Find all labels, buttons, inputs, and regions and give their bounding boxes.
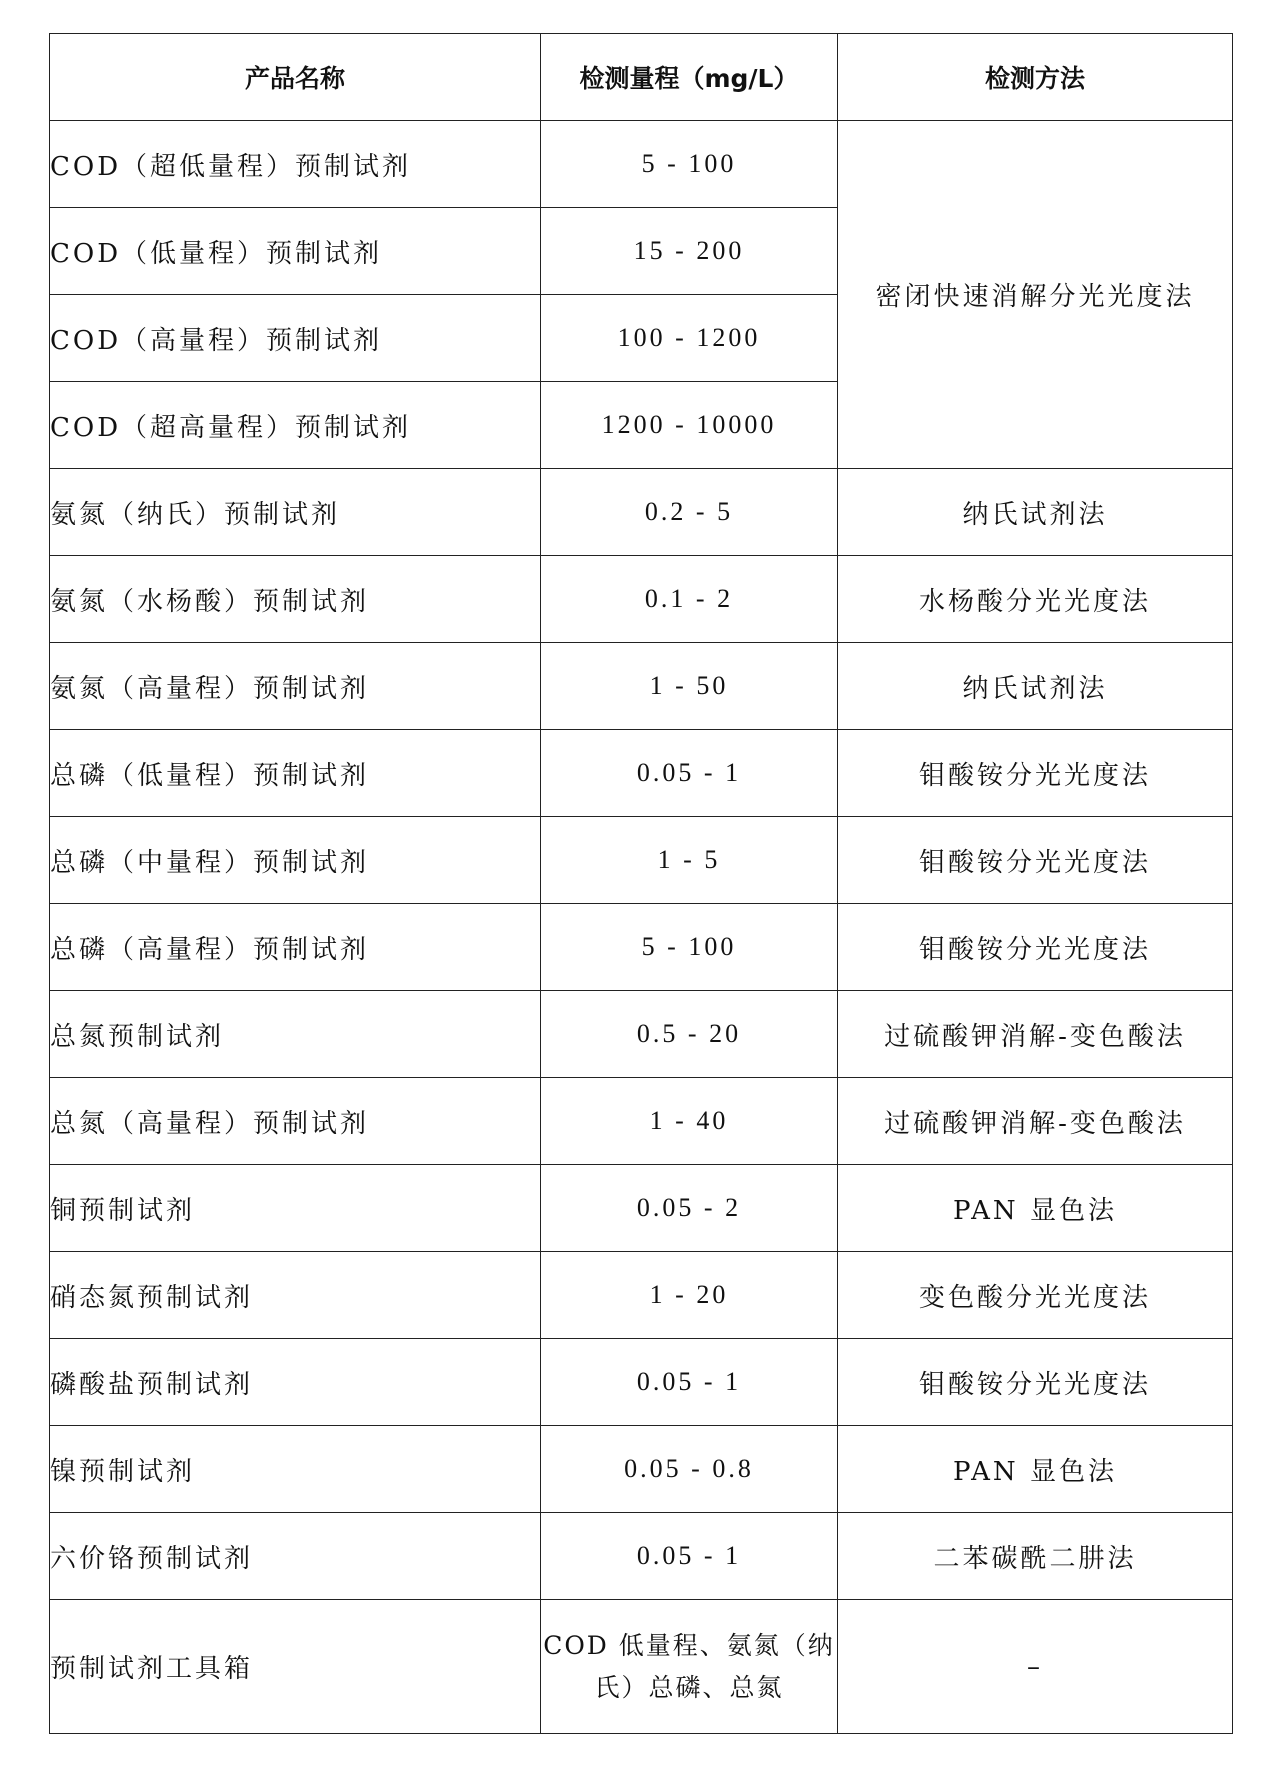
detection-method: 钼酸铵分光光度法: [838, 904, 1233, 991]
product-name: 总磷（中量程）预制试剂: [50, 817, 541, 904]
product-name: 六价铬预制试剂: [50, 1513, 541, 1600]
table-row: [50, 121, 1233, 208]
detection-range: 0.05 - 1: [541, 1339, 838, 1426]
header-range: 检测量程（mg/L）: [541, 34, 838, 121]
product-name: 氨氮（水杨酸）预制试剂: [50, 556, 541, 643]
product-name: 预制试剂工具箱: [50, 1600, 541, 1734]
detection-range: 1 - 5: [541, 817, 838, 904]
detection-range: 15 - 200: [541, 208, 838, 295]
product-name: 总磷（高量程）预制试剂: [50, 904, 541, 991]
detection-method: 过硫酸钾消解-变色酸法: [838, 1078, 1233, 1165]
table-row: [50, 730, 1233, 817]
detection-range: 1200 - 10000: [541, 382, 838, 469]
detection-method: 水杨酸分光光度法: [838, 556, 1233, 643]
product-name: 总磷（低量程）预制试剂: [50, 730, 541, 817]
detection-method: PAN 显色法: [838, 1426, 1233, 1513]
detection-range: 0.5 - 20: [541, 991, 838, 1078]
detection-method: 变色酸分光光度法: [838, 1252, 1233, 1339]
header-product-name: 产品名称: [50, 34, 541, 121]
detection-range: 1 - 40: [541, 1078, 838, 1165]
product-name: 总氮（高量程）预制试剂: [50, 1078, 541, 1165]
detection-method: 二苯碳酰二肼法: [838, 1513, 1233, 1600]
table-row: [50, 1513, 1233, 1600]
table-row: [50, 556, 1233, 643]
detection-method: 钼酸铵分光光度法: [838, 817, 1233, 904]
table-row: [50, 1252, 1233, 1339]
detection-range: [541, 1600, 838, 1734]
detection-range: 0.05 - 0.8: [541, 1426, 838, 1513]
detection-method: 纳氏试剂法: [838, 469, 1233, 556]
product-name: COD（超低量程）预制试剂: [50, 121, 541, 208]
product-name: 氨氮（纳氏）预制试剂: [50, 469, 541, 556]
table-row: [50, 1600, 1233, 1734]
product-name: COD（超高量程）预制试剂: [50, 382, 541, 469]
table-row: [50, 1339, 1233, 1426]
detection-method-cod: 密闭快速消解分光光度法: [838, 121, 1233, 469]
table-row: [50, 991, 1233, 1078]
product-name: 铜预制试剂: [50, 1165, 541, 1252]
detection-range: 1 - 50: [541, 643, 838, 730]
table-row: [50, 817, 1233, 904]
product-name: 镍预制试剂: [50, 1426, 541, 1513]
product-name: 磷酸盐预制试剂: [50, 1339, 541, 1426]
range-line: COD 低量程、氨氮（纳: [543, 1630, 835, 1660]
table-row: [50, 1165, 1233, 1252]
detection-range: 1 - 20: [541, 1252, 838, 1339]
table-row: [50, 904, 1233, 991]
detection-method: 钼酸铵分光光度法: [838, 1339, 1233, 1426]
detection-range: 0.1 - 2: [541, 556, 838, 643]
product-name: 氨氮（高量程）预制试剂: [50, 643, 541, 730]
detection-range: 100 - 1200: [541, 295, 838, 382]
detection-range: 0.2 - 5: [541, 469, 838, 556]
detection-range: 0.05 - 1: [541, 1513, 838, 1600]
detection-method: 钼酸铵分光光度法: [838, 730, 1233, 817]
product-name: 硝态氮预制试剂: [50, 1252, 541, 1339]
header-row: [50, 34, 1233, 121]
product-name: COD（低量程）预制试剂: [50, 208, 541, 295]
table-row: [50, 1426, 1233, 1513]
detection-method: PAN 显色法: [838, 1165, 1233, 1252]
product-table: [49, 33, 1233, 1734]
header-method: 检测方法: [838, 34, 1233, 121]
product-name: COD（高量程）预制试剂: [50, 295, 541, 382]
product-name: 总氮预制试剂: [50, 991, 541, 1078]
table-row: [50, 643, 1233, 730]
range-line: 氏）总磷、总氮: [594, 1672, 784, 1702]
table-row: [50, 469, 1233, 556]
detection-range: 5 - 100: [541, 121, 838, 208]
detection-range: 0.05 - 1: [541, 730, 838, 817]
detection-method: –: [838, 1600, 1233, 1734]
detection-range: 0.05 - 2: [541, 1165, 838, 1252]
detection-range: 5 - 100: [541, 904, 838, 991]
table-row: [50, 1078, 1233, 1165]
detection-method: 纳氏试剂法: [838, 643, 1233, 730]
detection-method: 过硫酸钾消解-变色酸法: [838, 991, 1233, 1078]
